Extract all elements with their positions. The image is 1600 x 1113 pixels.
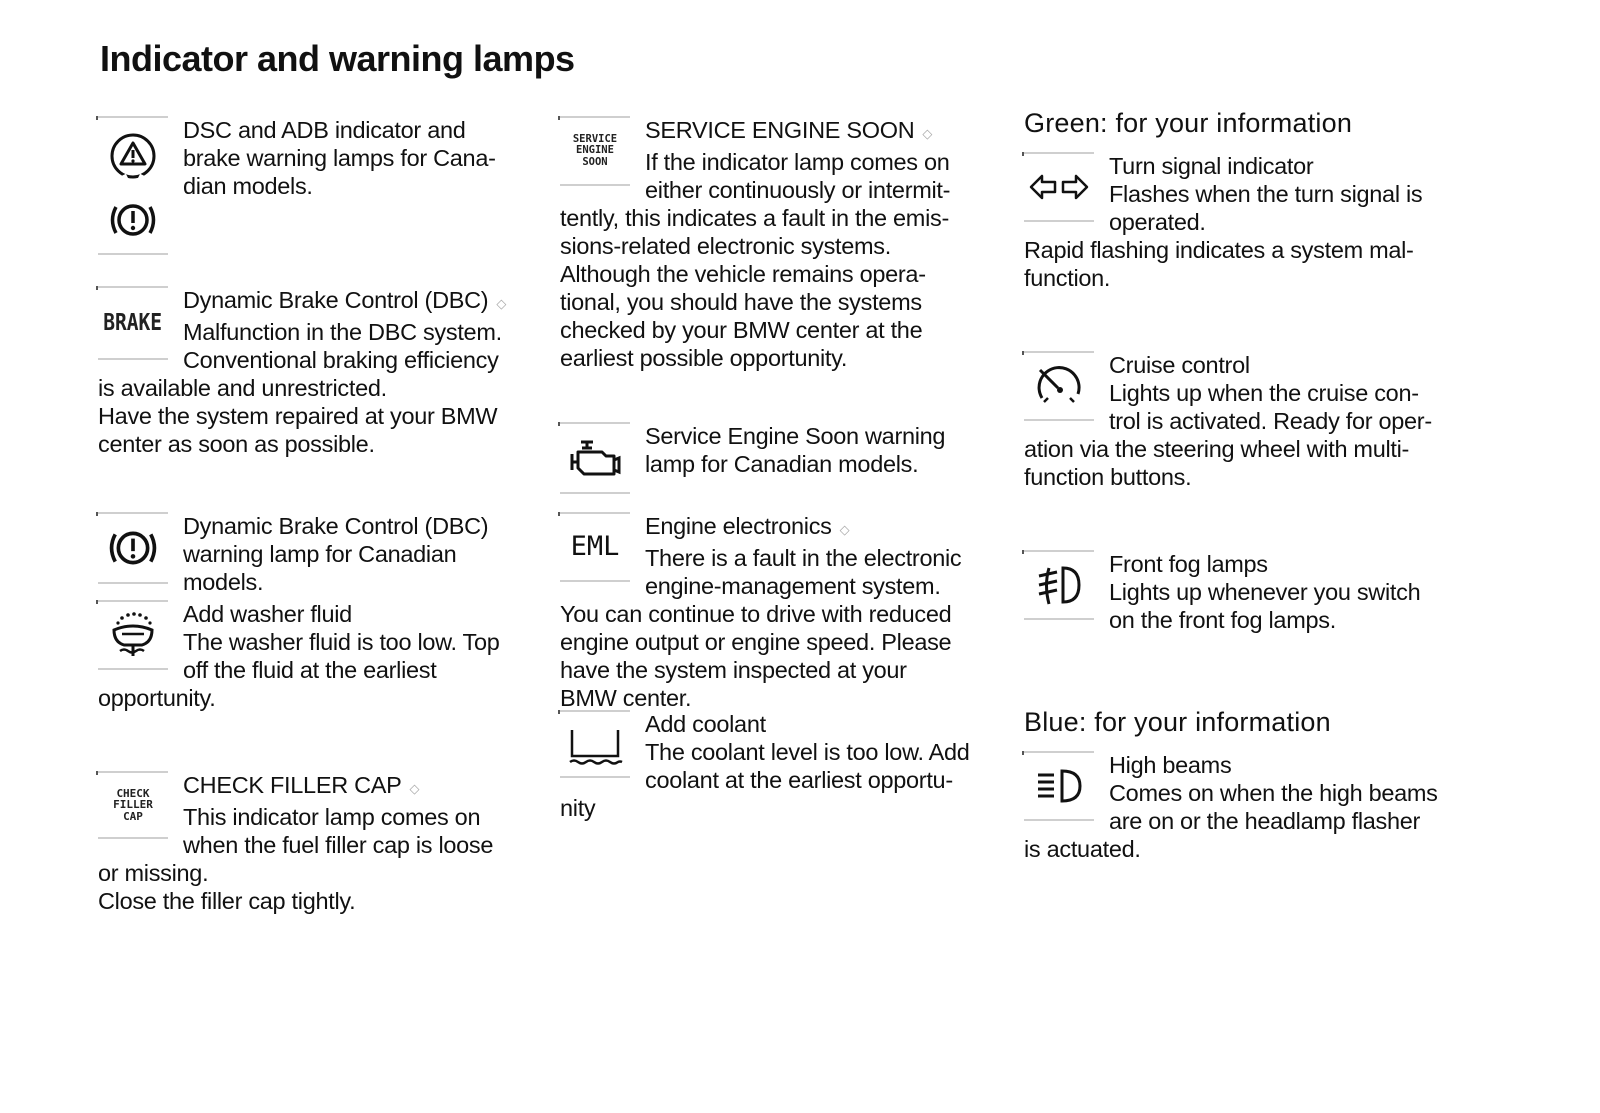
green-section-heading: Green: for your information [1024, 108, 1353, 138]
entry-cruise-control [1024, 351, 1484, 491]
text-line: function. [1024, 265, 1111, 291]
text-line: Rapid flashing indicates a system mal- [1024, 237, 1414, 263]
icon-text-line: SERVICE [572, 133, 618, 146]
cruise-control-icon [1032, 364, 1086, 408]
text-line: tently, this indicates a fault in the emis- [560, 205, 949, 231]
entry-turn-signal [1024, 152, 1484, 291]
lamp-box [1024, 550, 1094, 620]
text-line: Comes on when the high beams [1109, 780, 1438, 806]
coolant-title: Add coolant [645, 711, 766, 737]
check-filler-cap-text-icon [113, 788, 153, 823]
icon-text-line: CAP [123, 809, 143, 823]
text-line: Have the system repaired at your BMW [98, 403, 498, 429]
text-line: Flashes when the turn signal is [1109, 181, 1423, 207]
filler-title: CHECK FILLER CAP [183, 772, 402, 798]
text-line: engine output or engine speed. Please [560, 629, 952, 655]
text-line: trol is activated. Ready for oper- [1109, 408, 1432, 434]
text-line: The washer fluid is too low. Top [183, 629, 500, 655]
text-line: nity [560, 795, 596, 821]
high-beam-icon [1032, 766, 1086, 806]
text-line: dian models. [183, 173, 313, 199]
lamp-box [98, 512, 168, 584]
text-line: engine-management system. [645, 573, 941, 599]
service-engine-soon-text-icon [573, 134, 617, 167]
diamond-icon: ◇ [496, 296, 507, 311]
entry-service-engine-soon [560, 116, 1010, 371]
text-line: lamp for Canadian models. [645, 451, 919, 477]
lamp-box [1024, 152, 1094, 222]
text-line: Lights up whenever you switch [1109, 579, 1421, 605]
entry-check-filler-cap [98, 771, 548, 914]
engine-icon [568, 436, 622, 480]
diamond-icon: ◇ [409, 781, 420, 796]
front-fog-lamp-icon [1033, 562, 1085, 608]
text-line: are on or the headlamp flasher [1109, 808, 1421, 834]
lamp-box [560, 512, 630, 582]
text-line: center as soon as possible. [98, 431, 375, 457]
dbc-title: Dynamic Brake Control (DBC) [183, 287, 489, 313]
text-line: Although the vehicle remains opera- [560, 261, 926, 287]
text-line: or missing. [98, 860, 209, 886]
cruise-title: Cruise control [1109, 352, 1250, 378]
text-line: DSC and ADB indicator and [183, 117, 466, 143]
entry-dsc-adb [98, 116, 548, 261]
lamp-box [98, 771, 168, 839]
text-line: is available and unrestricted. [98, 375, 387, 401]
diamond-icon: ◇ [839, 522, 850, 537]
page-title: Indicator and warning lamps [100, 38, 575, 79]
text-line: BMW center. [560, 685, 692, 711]
text-line: function buttons. [1024, 464, 1192, 490]
text-line: Malfunction in the DBC system. [183, 319, 502, 345]
text-line: There is a fault in the electronic [645, 545, 962, 571]
text-line: models. [183, 569, 264, 595]
text-line: The coolant level is too low. Add [645, 739, 970, 765]
text-line: on the front fog lamps. [1109, 607, 1336, 633]
icon-text-line: SOON [582, 155, 608, 168]
text-line: operated. [1109, 209, 1206, 235]
icon-text-line: CHECK [116, 786, 150, 800]
entry-dbc-canada [98, 512, 548, 595]
text-line: sions-related electronic systems. [560, 233, 891, 259]
text-line: checked by your BMW center at the [560, 317, 923, 343]
text-line: opportunity. [98, 685, 216, 711]
turn-signal-icon [1028, 172, 1090, 202]
diamond-icon: ◇ [922, 126, 933, 141]
lamp-box [560, 422, 630, 494]
brake-text-icon: BRAKE [103, 309, 163, 336]
entry-add-coolant [560, 710, 1010, 820]
high-beam-title: High beams [1109, 752, 1232, 778]
text-line: warning lamp for Canadian [183, 541, 457, 567]
lamp-box [1024, 351, 1094, 421]
entry-front-fog-lamps [1024, 550, 1484, 633]
text-line: You can continue to drive with reduced [560, 601, 952, 627]
brake-circle-icon [105, 525, 161, 571]
ses-title: SERVICE ENGINE SOON [645, 117, 915, 143]
icon-text-line: FILLER [113, 798, 153, 812]
entry-dbc [98, 286, 548, 456]
text-line: Lights up when the cruise con- [1109, 380, 1419, 406]
text-line: Dynamic Brake Control (DBC) [183, 513, 489, 539]
text-line: If the indicator lamp comes on [645, 149, 950, 175]
turn-signal-title: Turn signal indicator [1109, 153, 1314, 179]
text-line: Conventional braking efficiency [183, 347, 499, 373]
lamp-box [560, 116, 630, 186]
entry-washer-fluid [98, 600, 548, 710]
lamp-box [98, 286, 168, 360]
text-line: ation via the steering wheel with multi- [1024, 436, 1410, 462]
fog-title: Front fog lamps [1109, 551, 1268, 577]
blue-section-heading: Blue: for your information [1024, 707, 1331, 737]
lamp-box [98, 600, 168, 670]
entry-high-beams [1024, 751, 1484, 861]
text-line: Service Engine Soon warning [645, 423, 946, 449]
text-line: earliest possible opportunity. [560, 345, 848, 371]
text-line: have the system inspected at your [560, 657, 907, 683]
text-line: when the fuel filler cap is loose [183, 832, 494, 858]
lamp-box [98, 116, 168, 255]
entry-engine-electronics [560, 512, 1010, 711]
text-line: brake warning lamps for Cana- [183, 145, 496, 171]
text-line: either continuously or intermit- [645, 177, 951, 203]
washer-fluid-icon [108, 610, 158, 660]
text-line: coolant at the earliest opportu- [645, 767, 953, 793]
brake-circle-icon [107, 198, 159, 242]
lamp-box [1024, 751, 1094, 821]
text-line: tional, you should have the systems [560, 289, 922, 315]
eml-text-icon: EML [570, 530, 620, 562]
text-line: This indicator lamp comes on [183, 804, 481, 830]
coolant-level-icon [566, 722, 624, 766]
entry-ses-canada [560, 422, 1010, 502]
text-line: Close the filler cap tightly. [98, 888, 356, 914]
triangle-warning-icon [107, 130, 159, 182]
icon-text-line: ENGINE [576, 144, 614, 157]
text-line: is actuated. [1024, 836, 1141, 862]
lamp-box [560, 710, 630, 778]
text-line: off the fluid at the earliest [183, 657, 437, 683]
eml-title: Engine electronics [645, 513, 832, 539]
washer-title: Add washer fluid [183, 601, 352, 627]
